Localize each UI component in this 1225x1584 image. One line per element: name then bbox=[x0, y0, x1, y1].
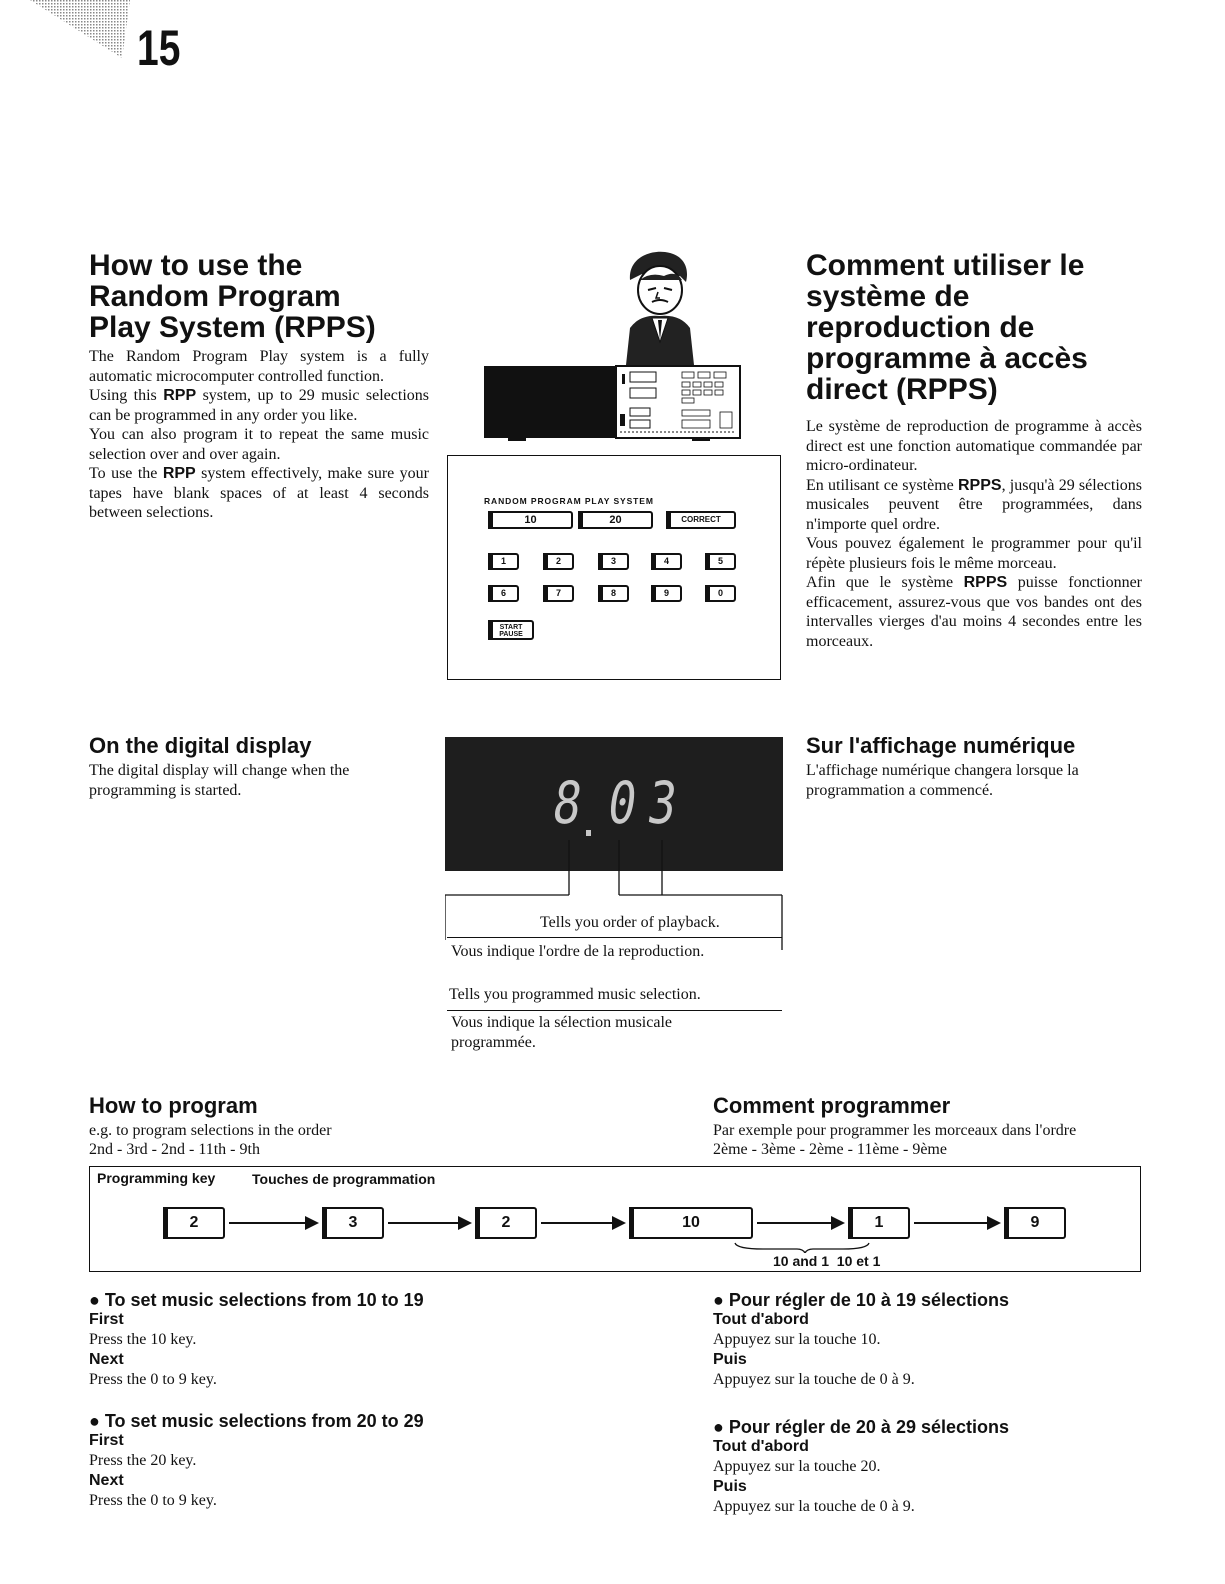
rpps-control-panel bbox=[447, 455, 781, 680]
sequence-arrow-1 bbox=[229, 1222, 317, 1224]
english-sec10-heading: ● To set music selections from 10 to 19 bbox=[89, 1290, 424, 1310]
english-sec10-next-label: Next bbox=[89, 1350, 124, 1368]
french-sec10-first-label: Tout d'abord bbox=[713, 1311, 809, 1328]
display-pointer-lines bbox=[445, 830, 785, 950]
display-digit-order: 8 bbox=[548, 769, 587, 837]
sequence-key-2[interactable]: 3 bbox=[322, 1207, 384, 1239]
panel-title: RANDOM PROGRAM PLAY SYSTEM bbox=[484, 496, 654, 506]
cartoon-man-illustration bbox=[620, 250, 700, 365]
sequence-brace bbox=[733, 1241, 873, 1253]
french-sec10-next-label: Puis bbox=[713, 1350, 747, 1368]
programming-key-label: Programming key bbox=[97, 1170, 216, 1186]
sequence-key-5[interactable]: 1 bbox=[848, 1207, 910, 1239]
display-caption-selection-fr: Vous indique la sélection musicale programmée. bbox=[451, 1014, 672, 1051]
sequence-key-4[interactable]: 10 bbox=[629, 1207, 753, 1239]
english-sec20-first-text: Press the 20 key. bbox=[89, 1452, 197, 1469]
french-program-heading: Comment programmer bbox=[713, 1093, 951, 1118]
sequence-arrow-3 bbox=[541, 1222, 624, 1224]
sequence-note: 10 and 1 10 et 1 bbox=[773, 1253, 881, 1269]
english-sec20-next-text: Press the 0 to 9 key. bbox=[89, 1491, 217, 1509]
key-20-button[interactable]: 20 bbox=[578, 511, 653, 529]
french-intro-paragraph-3: Vous pouvez également le programmer pour qu'il répète plusieurs fois le même morceau. bbox=[806, 535, 1142, 572]
sequence-arrow-2 bbox=[388, 1222, 470, 1224]
key-7-button[interactable]: 7 bbox=[543, 585, 574, 602]
english-sec20-next-label: Next bbox=[89, 1471, 124, 1489]
english-intro-paragraph-3: You can also program it to repeat the same music selection over and over again. bbox=[89, 426, 429, 463]
key-6-button[interactable]: 6 bbox=[488, 585, 519, 602]
key-8-button[interactable]: 8 bbox=[598, 585, 629, 602]
english-program-heading: How to program bbox=[89, 1093, 258, 1118]
sequence-arrow-4 bbox=[757, 1222, 843, 1224]
programming-key-label-fr: Touches de programmation bbox=[252, 1171, 436, 1187]
caption-divider-1 bbox=[447, 937, 782, 938]
display-caption-order-en: Tells you order of playback. bbox=[540, 914, 720, 931]
french-sec10-heading: ● Pour régler de 10 à 19 sélections bbox=[713, 1290, 1010, 1310]
french-sec10 bbox=[713, 1290, 1143, 1389]
english-sec10-first-label: First bbox=[89, 1311, 124, 1328]
english-sec10-next-text: Press the 0 to 9 key. bbox=[89, 1370, 217, 1388]
english-sec20 bbox=[89, 1411, 519, 1510]
key-10-button[interactable]: 10 bbox=[488, 511, 573, 529]
french-title: Comment utiliser le système de reproduction de programme à accès direct (RPPS) bbox=[806, 249, 1088, 406]
key-9-button[interactable]: 9 bbox=[651, 585, 682, 602]
french-intro-paragraph-2: En utilisant ce système RPPS, jusqu'à 29 sélections musicales peuvent être programmées, dans n'importe quel ordre. bbox=[806, 476, 1143, 533]
french-intro bbox=[806, 250, 1142, 651]
sequence-key-3[interactable]: 2 bbox=[475, 1207, 537, 1239]
key-1-button[interactable]: 1 bbox=[488, 553, 519, 570]
french-intro-paragraph-1: Le système de reproduction de programme à accès direct est une fonction automatique commandée par micro-ordinateur. bbox=[806, 418, 1142, 474]
french-sec10-first-text: Appuyez sur la touche 10. bbox=[713, 1331, 881, 1348]
key-4-button[interactable]: 4 bbox=[651, 553, 682, 570]
sequence-key-1[interactable]: 2 bbox=[163, 1207, 225, 1239]
display-caption-selection-en: Tells you programmed music selection. bbox=[449, 986, 701, 1003]
caption-divider-2 bbox=[447, 1010, 782, 1011]
french-sec20-next-label: Puis bbox=[713, 1477, 747, 1495]
french-sec20-next-text: Appuyez sur la touche de 0 à 9. bbox=[713, 1497, 915, 1515]
french-sec20-first-label: Tout d'abord bbox=[713, 1438, 809, 1455]
corner-triangle bbox=[30, 0, 130, 60]
english-title: How to use the Random Program Play System (RPPS) bbox=[89, 249, 376, 344]
display-digit-units: 3 bbox=[643, 769, 682, 837]
start-pause-button[interactable]: START PAUSE bbox=[488, 620, 534, 640]
correct-button[interactable]: CORRECT bbox=[666, 511, 736, 529]
display-caption-order-fr: Vous indique l'ordre de la reproduction. bbox=[451, 943, 705, 960]
key-2-button[interactable]: 2 bbox=[543, 553, 574, 570]
french-sec10-next-text: Appuyez sur la touche de 0 à 9. bbox=[713, 1370, 915, 1388]
english-sec20-first-label: First bbox=[89, 1432, 124, 1449]
key-5-button[interactable]: 5 bbox=[705, 553, 736, 570]
key-0-button[interactable]: 0 bbox=[705, 585, 736, 602]
programming-key-box bbox=[89, 1166, 1141, 1272]
french-intro-paragraph-4: Afin que le système RPPS puisse fonctionner efficacement, assurez-vous que vos bandes ont des intervalles vierges d'au moins 4 secondes entre les morceaux. bbox=[806, 574, 1142, 650]
english-sec10-first-text: Press the 10 key. bbox=[89, 1331, 197, 1348]
english-program-example: e.g. to program selections in the order 2nd - 3rd - 2nd - 11th - 9th bbox=[89, 1122, 332, 1158]
english-intro-paragraph-4: To use the RPP system effectively, make sure your tapes have blank spaces of at least 4 seconds between selections. bbox=[89, 465, 429, 521]
key-3-button[interactable]: 3 bbox=[598, 553, 629, 570]
sequence-arrow-5 bbox=[914, 1222, 999, 1224]
english-intro bbox=[89, 250, 429, 523]
french-display-heading: Sur l'affichage numérique bbox=[806, 733, 1076, 758]
french-program-example: Par exemple pour programmer les morceaux dans l'ordre 2ème - 3ème - 2ème - 11ème - 9ème bbox=[713, 1122, 1077, 1158]
english-sec20-heading: ● To set music selections from 20 to 29 bbox=[89, 1411, 424, 1431]
display-digit-tens: 0 bbox=[603, 769, 642, 837]
french-display-text: L'affichage numérique changera lorsque la programmation a commencé. bbox=[806, 762, 1079, 799]
sequence-key-6[interactable]: 9 bbox=[1004, 1207, 1066, 1239]
english-sec10 bbox=[89, 1290, 519, 1389]
english-intro-paragraph-2: Using this RPP system, up to 29 music selections can be programmed in any order you like. bbox=[89, 387, 430, 424]
french-sec20 bbox=[713, 1417, 1143, 1516]
french-sec20-heading: ● Pour régler de 20 à 29 sélections bbox=[713, 1417, 1010, 1437]
tape-deck-illustration bbox=[484, 364, 744, 442]
french-sec20-first-text: Appuyez sur la touche 20. bbox=[713, 1458, 881, 1475]
english-display-heading: On the digital display bbox=[89, 733, 312, 758]
english-intro-paragraph-1: The Random Program Play system is a fully automatic microcomputer controlled function. bbox=[89, 348, 429, 385]
page-number: 15 bbox=[137, 20, 181, 76]
english-display-text: The digital display will change when the programming is started. bbox=[89, 762, 350, 799]
